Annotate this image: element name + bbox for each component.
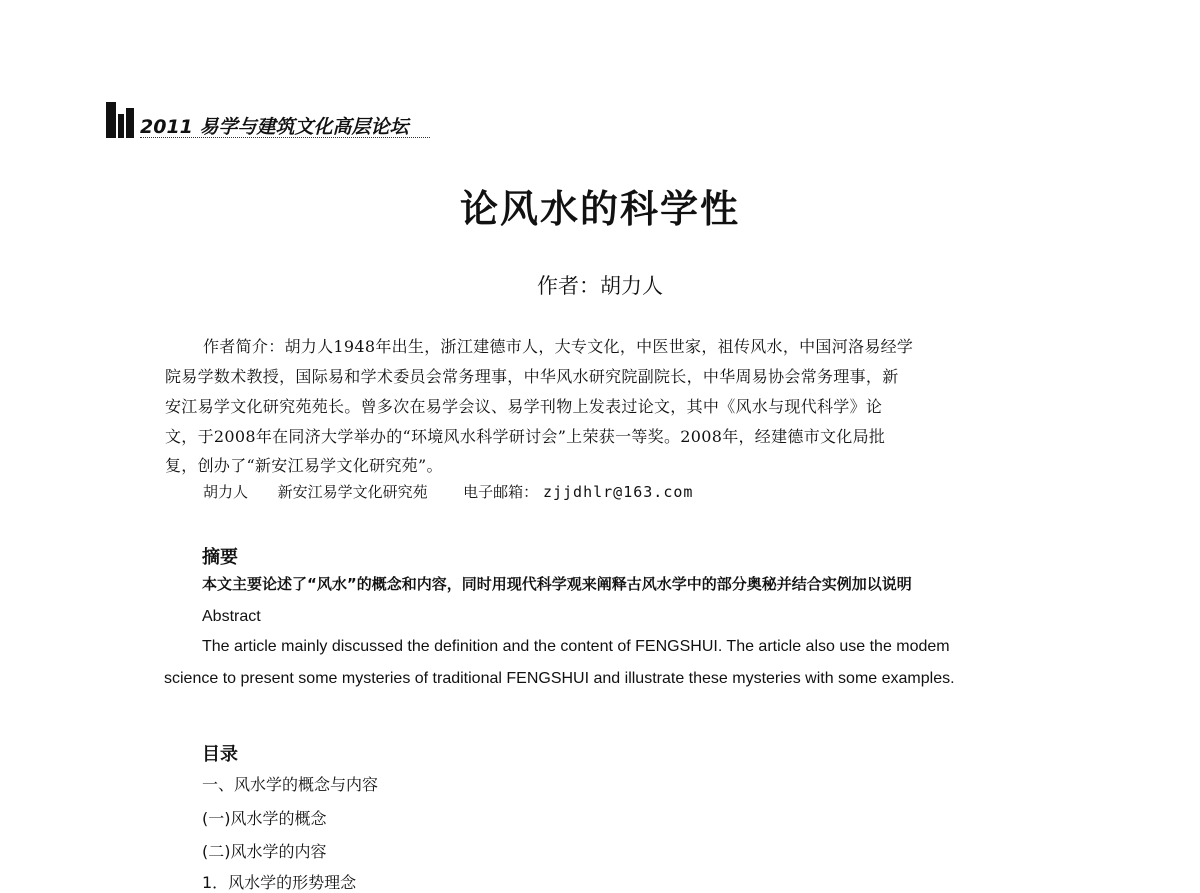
bio-line: 复，创办了“新安江易学文化研究苑”。 <box>165 456 443 475</box>
contact-name: 胡力人 <box>203 483 249 501</box>
page-title: 论风水的科学性 <box>459 187 740 231</box>
header-bar-logo-icon <box>104 100 140 140</box>
toc-item: (一)风水学的概念 <box>202 809 327 828</box>
abstract-en-heading: Abstract <box>202 608 261 625</box>
running-header <box>104 100 430 140</box>
abstract-cn-text: 本文主要论述了“风水”的概念和内容，同时用现代科学观来阐释古风水学中的部分奥秘并结合实例加以说明 <box>202 575 912 593</box>
toc-item: (二)风水学的内容 <box>202 842 327 861</box>
abstract-cn-heading: 摘要 <box>202 547 238 568</box>
abstract-en-line: The article mainly discussed the definition and the content of FENGSHUI. The article also use the modem <box>202 638 950 655</box>
toc-item: 一、风水学的概念与内容 <box>202 775 379 794</box>
toc-item: 1．风水学的形势理念 <box>202 873 357 892</box>
running-header-title: 2011 易学与建筑文化高层论坛 <box>140 116 409 138</box>
abstract-en-line: science to present some mysteries of traditional FENGSHUI and illustrate these mysteries with some examples. <box>164 670 955 687</box>
author-line: 作者：胡力人 <box>537 274 663 298</box>
toc-heading: 目录 <box>202 744 238 765</box>
bio-line: 作者简介：胡力人1948年出生，浙江建德市人，大专文化，中医世家，祖传风水，中国河洛易经学 <box>203 337 914 356</box>
email-address: zjjdhlr@163.com <box>542 483 694 501</box>
contact-org: 新安江易学文化研究苑 <box>277 483 428 501</box>
bio-line: 院易学数术教授，国际易和学术委员会常务理事，中华风水研究院副院长，中华周易协会常务理事，新 <box>165 367 899 386</box>
bio-line: 安江易学文化研究苑苑长。曾多次在易学会议、易学刊物上发表过论文，其中《风水与现代科学》论 <box>165 397 883 416</box>
header-divider <box>140 137 430 138</box>
email-label: 电子邮箱： <box>463 483 539 501</box>
bio-line: 文，于2008年在同济大学举办的“环境风水科学研讨会”上荣获一等奖。2008年，经建德市文化局批 <box>165 427 886 446</box>
contact-line <box>203 481 693 502</box>
